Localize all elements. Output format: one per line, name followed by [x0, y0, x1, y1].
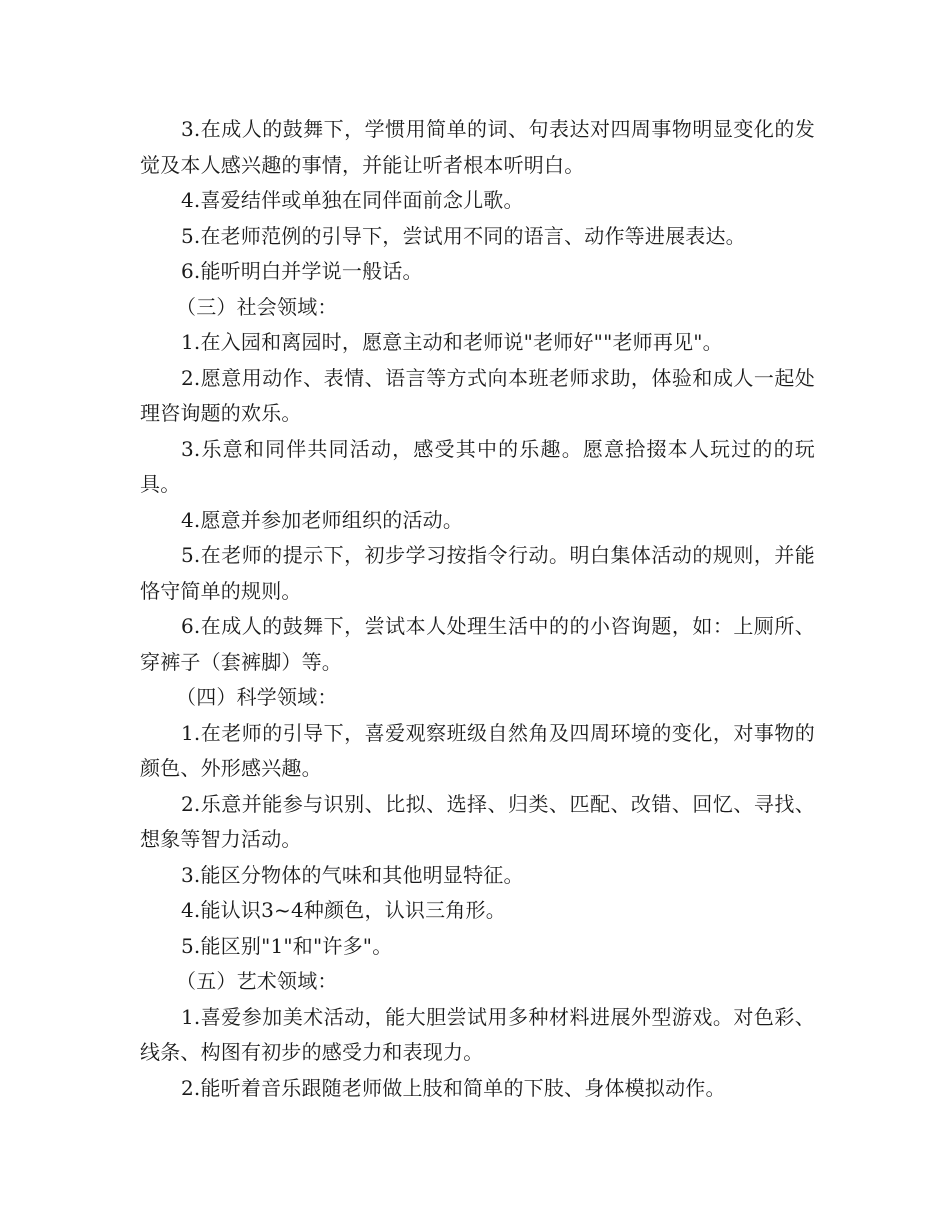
science-item-3: 3.能区分物体的气味和其他明显特征。 — [181, 862, 524, 887]
language-item-4: 4.喜爱结伴或单独在同伴面前念儿歌。 — [181, 188, 524, 212]
document-body — [140, 112, 815, 1106]
social-item-6: 6.在成人的鼓舞下，尝试本人处理生活中的的小咨询题，如：上厕所、穿裤子（套裤脚）等。 — [140, 614, 815, 674]
science-item-4: 4.能认识3~4种颜色，认识三角形。 — [181, 898, 506, 922]
social-item-2: 2.愿意用动作、表情、语言等方式向本班老师求助，体验和成人一起处理咨询题的欢乐。 — [140, 365, 815, 425]
science-item-2: 2.乐意并能参与识别、比拟、选择、归类、匹配、改错、回忆、寻找、想象等智力活动。 — [140, 791, 815, 851]
section-heading-science: （四）科学领域： — [176, 685, 338, 709]
section-heading-art: （五）艺术领域： — [176, 969, 338, 993]
art-item-2: 2.能听着音乐跟随老师做上肢和简单的下肢、身体模拟动作。 — [181, 1075, 726, 1100]
social-item-4: 4.愿意并参加老师组织的活动。 — [181, 507, 464, 532]
social-item-3: 3.乐意和同伴共同活动，感受其中的乐趣。愿意拾掇本人玩过的的玩具。 — [140, 436, 815, 496]
language-item-6: 6.能听明白并学说一般话。 — [181, 259, 423, 283]
section-heading-social: （三）社会领域： — [176, 294, 338, 319]
language-item-3: 3.在成人的鼓舞下，学惯用简单的词、句表达对四周事物明显变化的发觉及本人感兴趣的事情，并能让听者根本听明白。 — [140, 117, 815, 177]
language-item-5: 5.在老师范例的引导下，尝试用不同的语言、动作等进展表达。 — [181, 223, 746, 248]
social-item-5: 5.在老师的提示下，初步学习按指令行动。明白集体活动的规则，并能恪守简单的规则。 — [140, 543, 815, 603]
science-item-1: 1.在老师的引导下，喜爱观察班级自然角及四周环境的变化，对事物的颜色、外形感兴趣。 — [140, 720, 815, 780]
social-item-1: 1.在入园和离园时，愿意主动和老师说"老师好""老师再见"。 — [181, 330, 723, 354]
art-item-1: 1.喜爱参加美术活动，能大胆尝试用多种材料进展外型游戏。对色彩、线条、构图有初步的感受力和表现力。 — [140, 1004, 815, 1064]
science-item-5: 5.能区别"1"和"许多"。 — [181, 933, 393, 958]
